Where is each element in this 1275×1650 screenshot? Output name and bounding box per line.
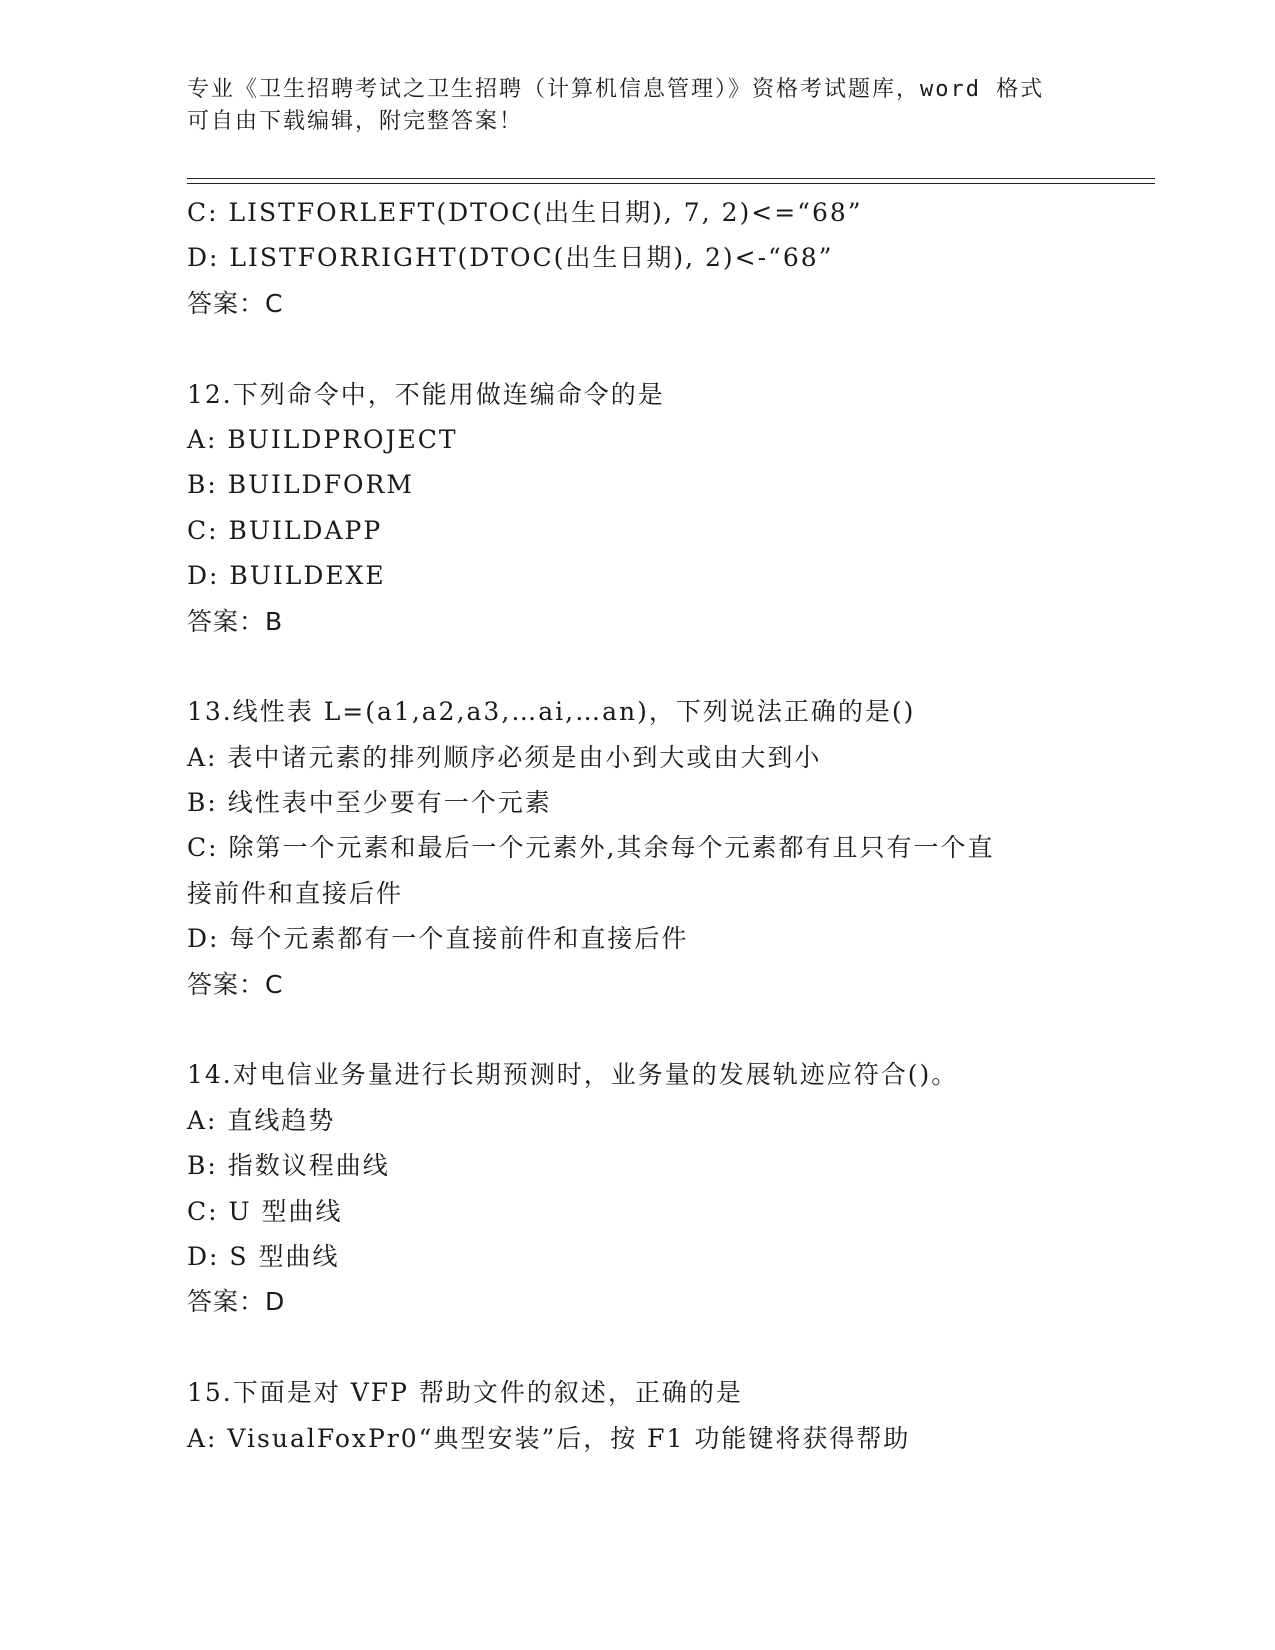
q12-option-c: C: BUILDAPP [187,515,383,545]
q13-option-c-line-2: 接前件和直接后件 [187,878,404,908]
q13-option-d: D: 每个元素都有一个直接前件和直接后件 [187,924,689,954]
header-line-1: 专业《卫生招聘考试之卫生招聘（计算机信息管理）》资格考试题库，word 格式 [187,77,1045,102]
q13-option-b: B: 线性表中至少要有一个元素 [187,788,552,818]
q14-option-c: C: U 型曲线 [187,1196,343,1226]
header-divider-top [187,178,1155,179]
q11-answer: 答案：C [187,288,284,318]
q11-option-d: D: LISTFORRIGHT(DTOC(出生日期), 2)<-“68” [187,243,834,273]
q12-answer: 答案：B [187,606,284,636]
q11-option-c: C: LISTFORLEFT(DTOC(出生日期), 7, 2)<=“68” [187,198,863,227]
q14-option-a: A: 直线趋势 [187,1105,336,1135]
question-list [187,190,1087,1461]
spacer [187,1325,1087,1370]
q13-option-a: A: 表中诸元素的排列顺序必须是由小到大或由大到小 [187,742,822,772]
q14-option-d: D: S 型曲线 [187,1241,340,1271]
q15-title: 15.下面是对 VFP 帮助文件的叙述，正确的是 [187,1378,743,1408]
q14-option-b: B: 指数议程曲线 [187,1151,390,1181]
spacer [187,644,1087,689]
header-line-2: 可自由下载编辑，附完整答案！ [187,109,524,134]
q13-option-c-line-1: C: 除第一个元素和最后一个元素外,其余每个元素都有且只有一个直 [187,833,995,863]
document-header [187,74,1087,138]
q15-option-a: A: VisualFoxPr0“典型安装”后，按 F1 功能键将获得帮助 [187,1423,911,1453]
q12-option-d: D: BUILDEXE [187,561,386,591]
q12-title: 12.下列命令中，不能用做连编命令的是 [187,379,665,409]
spacer [187,326,1087,371]
header-divider-bottom [187,183,1155,184]
q13-title: 13.线性表 L=(a1,a2,a3,…ai,…an)，下列说法正确的是() [187,697,916,727]
q14-answer: 答案：D [187,1287,286,1317]
q13-answer: 答案：C [187,969,284,999]
q14-title: 14.对电信业务量进行长期预测时，业务量的发展轨迹应符合()。 [187,1060,959,1090]
q12-option-b: B: BUILDFORM [187,470,414,500]
spacer [187,1007,1087,1052]
q12-option-a: A: BUILDPROJECT [187,424,458,454]
